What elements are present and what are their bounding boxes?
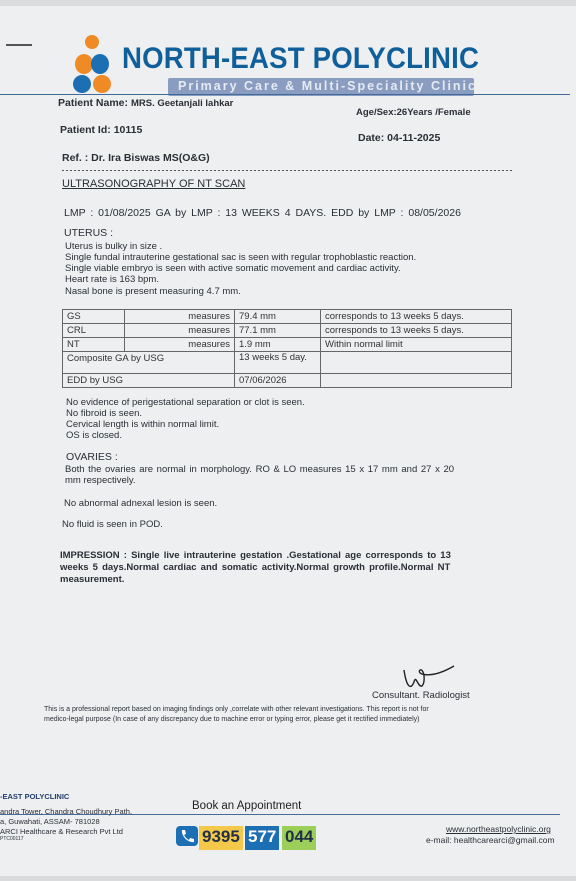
impression-line: weeks 5 days.Normal cardiac and somatic activity.Normal growth profile.Normal NT [60,562,451,573]
website-link[interactable]: www.northeastpolyclinic.org [446,824,551,834]
report-paper [0,6,576,876]
impression-line: IMPRESSION : Single live intrauterine gestation .Gestational age corresponds to 13 [60,550,451,561]
finding-line: No evidence of perigestational separation or clot is seen. [66,397,305,408]
phone-icon [176,826,198,846]
table-cell: measures [125,324,235,338]
uterus-line: Single fundal intrauterine gestational sac is seen with regular trophoblastic reaction. [65,252,417,263]
table-cell [321,374,512,388]
footer-address: ARCI Healthcare & Research Pvt Ltd [0,827,123,836]
patient-name-value: MRS. Geetanjali lahkar [130,98,234,109]
report-title: ULTRASONOGRAPHY OF NT SCAN [62,178,246,190]
table-row [63,352,512,374]
table-cell: measures [125,310,235,324]
table-row [63,324,512,338]
phone-number-part[interactable]: 577 [245,826,279,850]
finding-line: OS is closed. [66,430,122,441]
table-cell [321,352,512,374]
signature-role: Consultant. Radiologist [372,690,470,701]
email-address[interactable]: e-mail: healthcarearci@gmail.com [426,835,555,845]
uterus-heading: UTERUS : [64,227,114,239]
disclaimer-line: This is a professional report based on imaging findings only ,correlate with other relevant investigations. This report is not for [44,706,429,713]
table-cell: CRL [63,324,125,338]
footer-address: andra Tower, Chandra Choudhury Path, [0,807,133,816]
pen-mark [6,44,32,46]
table-cell: measures [125,338,235,352]
lmp-line: LMP : 01/08/2025 GA by LMP : 13 WEEKS 4 DAYS. EDD by LMP : 08/05/2026 [64,207,461,219]
impression-line: measurement. [60,574,125,585]
age-sex: Age/Sex:26Years /Female [356,107,471,118]
referring-doctor: Ref. : Dr. Ira Biswas MS(O&G) [62,152,210,164]
people-logo-icon [70,34,118,94]
ovaries-line: Both the ovaries are normal in morphology. RO & LO measures 15 x 17 mm and 27 x 20 [65,464,455,475]
disclaimer-line: medico-legal purpose (In case of any discrepancy due to machine error or typing error, please get it rectified immediately) [44,716,420,723]
table-row [63,338,512,352]
footer-address: a, Guwahati, ASSAM- 781028 [0,817,100,826]
uterus-line: Nasal bone is present measuring 4.7 mm. [65,286,241,297]
finding-line: Cervical length is within normal limit. [66,419,220,430]
table-row [63,310,512,324]
patient-id-label: Patient Id: [60,124,111,136]
finding-line: No fibroid is seen. [66,408,143,419]
table-cell: 1.9 mm [235,338,321,352]
table-cell: EDD by USG [63,374,235,388]
tagline: Primary Care & Multi-Speciality Clinic [178,79,477,93]
table-cell: 79.4 mm [235,310,321,324]
patient-name-label: Patient Name: [58,97,129,109]
phone-number-part[interactable]: 044 [282,826,316,850]
phone-number-part[interactable]: 9395 [199,826,243,850]
table-cell: GS [63,310,125,324]
ovaries-line: mm respectively. [65,475,136,486]
adnexal-finding: No abnormal adnexal lesion is seen. [64,498,218,509]
table-cell: corresponds to 13 weeks 5 days. [321,310,512,324]
uterus-line: Uterus is bulky in size . [65,241,163,252]
footer-clinic-name: -EAST POLYCLINIC [0,792,70,801]
table-cell: 07/06/2026 [235,374,321,388]
uterus-line: Single viable embryo is seen with active somatic movement and cardiac activity. [65,263,401,274]
table-cell: Composite GA by USG [63,352,235,374]
clinic-name: NORTH-EAST POLYCLINIC [122,42,480,75]
table-cell: 13 weeks 5 day. [235,352,321,374]
pod-finding: No fluid is seen in POD. [62,519,163,530]
measurements-table [62,309,512,388]
table-row [63,374,512,388]
ovaries-heading: OVARIES : [66,451,118,463]
appointment-label: Book an Appointment [192,800,302,812]
uterus-line: Heart rate is 163 bpm. [65,274,159,285]
report-date: Date: 04-11-2025 [358,132,441,144]
patient-id-value: 10115 [113,124,143,136]
table-cell: corresponds to 13 weeks 5 days. [321,324,512,338]
patient-name-row [58,97,233,109]
patient-id-row [60,124,142,136]
table-cell: NT [63,338,125,352]
table-cell: 77.1 mm [235,324,321,338]
footer-code: PTC00117 [0,836,24,842]
header-divider [0,94,570,95]
table-cell: Within normal limit [321,338,512,352]
dotted-divider [62,170,512,171]
